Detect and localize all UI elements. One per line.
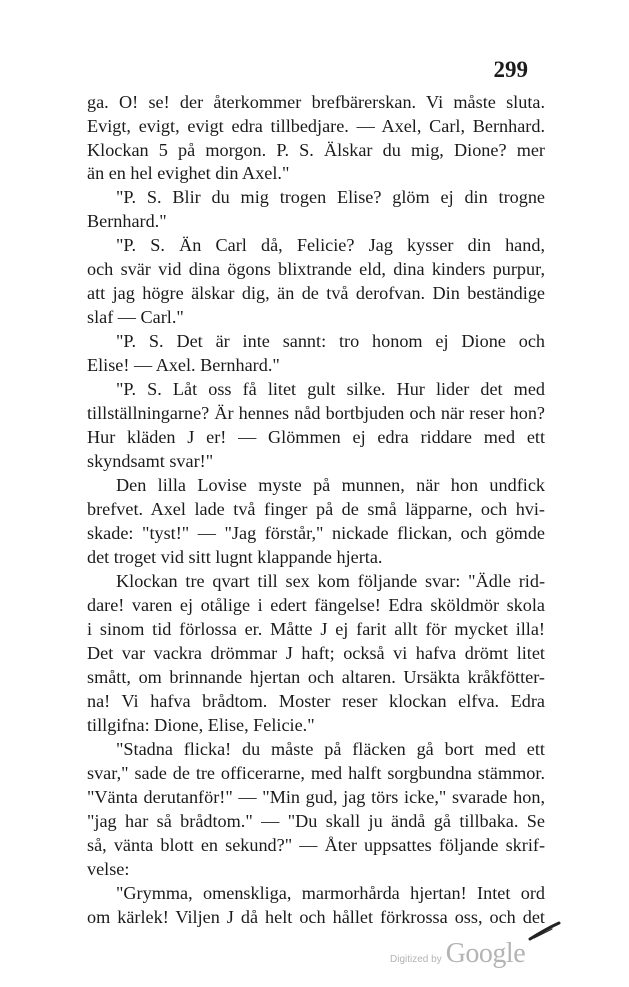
text-line-11: "P. S. Det är inte sannt: tro honom ej Dione och bbox=[116, 331, 545, 351]
text-line-10: slaf — Carl." bbox=[87, 307, 184, 327]
text-line-13: "P. S. Låt oss få litet gult silke. Hur lider det med bbox=[116, 379, 545, 399]
text-line-7: "P. S. Än Carl då, Felicie? Jag kysser din hand, bbox=[116, 235, 545, 255]
text-line-16: skyndsamt svar!" bbox=[87, 451, 214, 471]
text-line-26: na! Vi hafva brådtom. Moster reser klockan elfva. Edra bbox=[87, 691, 545, 711]
text-line-24: Det var vackra drömmar J haft; också vi hafva drömt litet bbox=[87, 643, 545, 663]
pen-mark-icon bbox=[528, 920, 562, 942]
text-line-27: tillgifna: Dione, Elise, Felicie." bbox=[87, 715, 315, 735]
text-line-28: "Stadna flicka! du måste på fläcken gå bort med ett bbox=[116, 739, 545, 759]
digitized-by-google-watermark bbox=[390, 938, 525, 970]
text-line-22: dare! varen ej otålige i edert fängelse! Edra sköldmör skola bbox=[87, 595, 545, 615]
text-line-9: att jag högre älskar dig, än de två derofvan. Din beständige bbox=[87, 283, 545, 303]
text-line-18: brefvet. Axel lade två finger på de små läpparne, och hvi- bbox=[87, 499, 545, 519]
text-line-30: "Vänta derutanför!" — "Min gud, jag törs icke," svarade hon, bbox=[87, 787, 545, 807]
text-line-21: Klockan tre qvart till sex kom följande svar: "Ädle rid- bbox=[116, 571, 545, 591]
text-line-32: så, vänta blott en sekund?" — Åter uppsattes följande skrif- bbox=[87, 835, 545, 855]
text-line-1: ga. O! se! der återkommer brefbärerskan. Vi måste sluta. bbox=[87, 92, 545, 112]
text-line-14: tillställningarne? Är hennes nåd bortbjuden och när reser hon? bbox=[87, 403, 545, 423]
text-line-29: svar," sade de tre officerarne, med halft sorgbundna stämmor. bbox=[87, 763, 545, 783]
page-number: 299 bbox=[493, 57, 528, 82]
text-line-20: det troget vid sitt lugnt klappande hjerta. bbox=[87, 547, 383, 567]
text-line-33: velse: bbox=[87, 859, 130, 879]
text-line-34: "Grymma, omenskliga, marmorhårda hjertan! Intet ord bbox=[116, 883, 545, 903]
text-line-17: Den lilla Lovise myste på munnen, när hon undfick bbox=[116, 475, 545, 495]
watermark-prefix: Digitized by bbox=[390, 954, 442, 965]
text-line-5: "P. S. Blir du mig trogen Elise? glöm ej din trogne bbox=[116, 187, 545, 207]
text-line-4: än en hel evighet din Axel." bbox=[87, 163, 290, 183]
text-line-19: skade: "tyst!" — "Jag förstår," nickade flickan, och gömde bbox=[87, 523, 545, 543]
text-line-6: Bernhard." bbox=[87, 211, 167, 231]
text-line-8: och svär vid dina ögons blixtrande eld, dina kinders purpur, bbox=[87, 259, 545, 279]
text-line-31: "jag har så brådtom." — "Du skall ju ändå gå tillbaka. Se bbox=[87, 811, 545, 831]
text-line-25: smått, om brinnande hjertan och altaren. Ursäkta kråkfötter- bbox=[87, 667, 545, 687]
text-line-12: Elise! — Axel. Bernhard." bbox=[87, 355, 280, 375]
google-logo: Google bbox=[445, 938, 526, 969]
text-line-35: om kärlek! Viljen J då helt och hållet förkrossa oss, och det bbox=[87, 907, 545, 927]
text-line-2: Evigt, evigt, evigt edra tillbedjare. — Axel, Carl, Bernhard. bbox=[87, 116, 545, 136]
text-line-15: Hur kläden J er! — Glömmen ej edra riddare med ett bbox=[87, 427, 545, 447]
text-line-23: i sinom tid förlossa er. Måtte J ej farit allt för mycket illa! bbox=[87, 619, 545, 639]
text-line-3: Klockan 5 på morgon. P. S. Älskar du mig, Dione? mer bbox=[87, 140, 545, 160]
